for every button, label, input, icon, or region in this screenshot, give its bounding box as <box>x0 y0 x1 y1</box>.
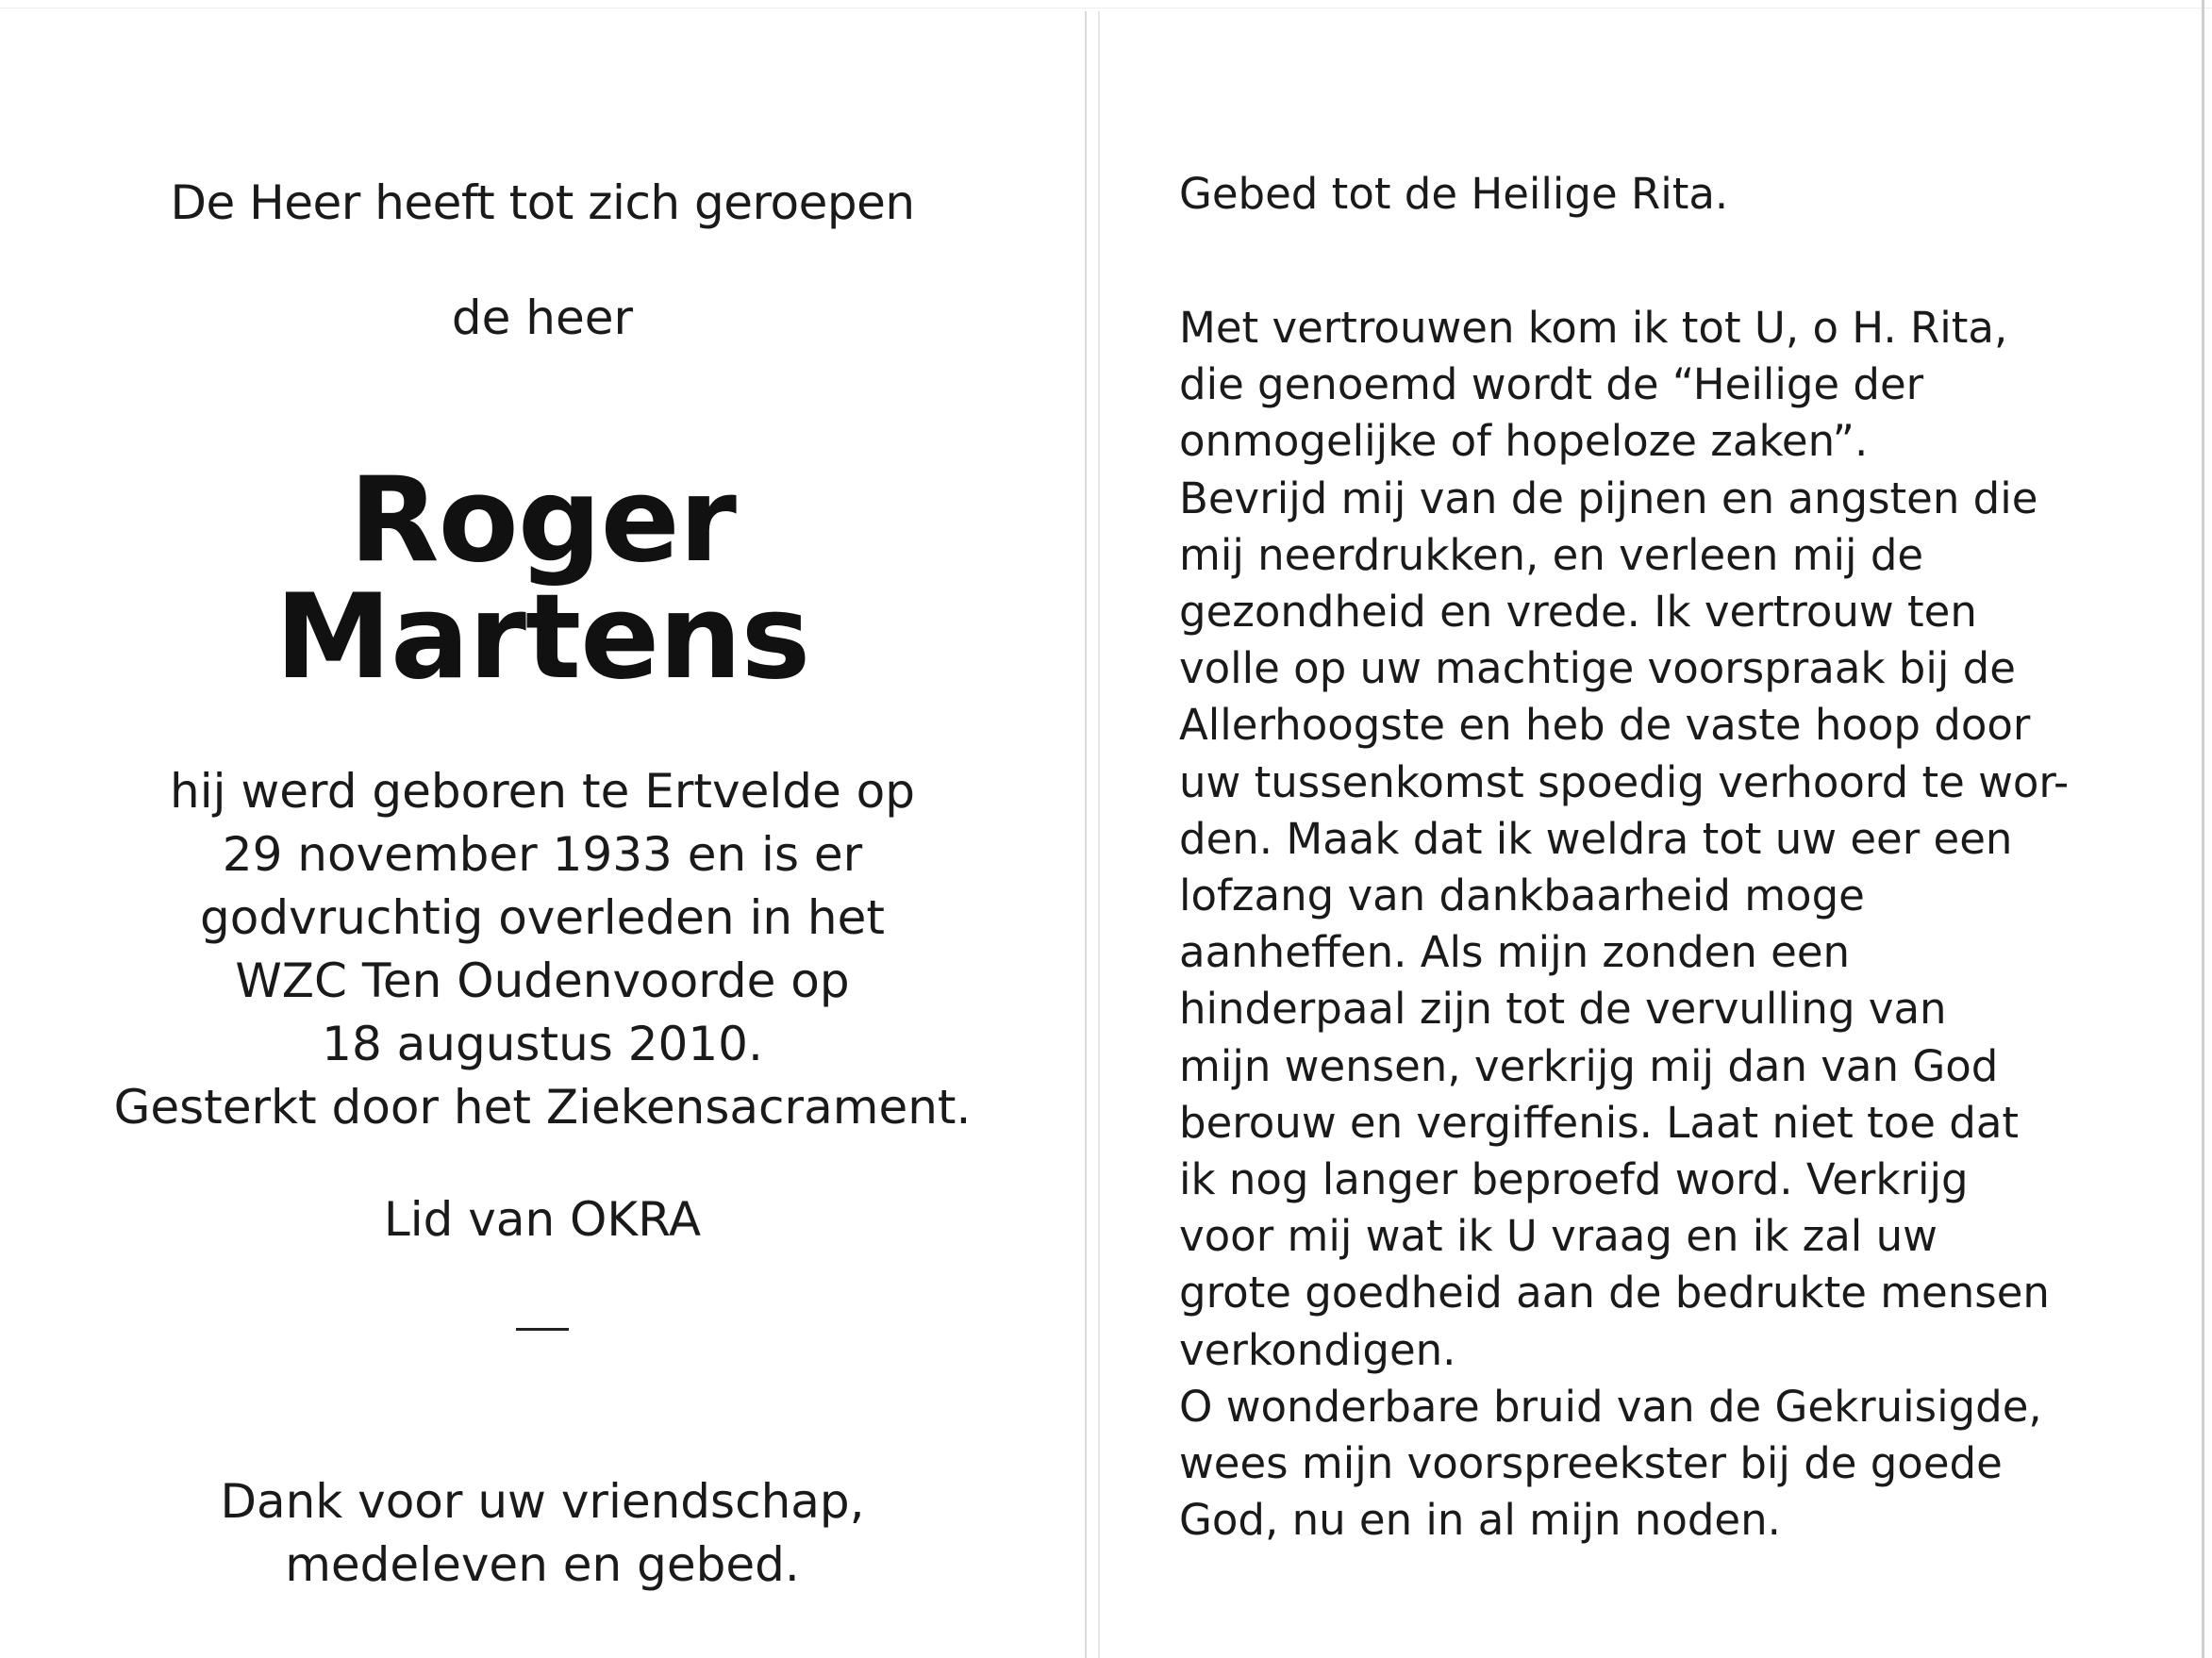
prayer-line: mijn wensen, verkrijg mij dan van God <box>1179 1040 1999 1091</box>
thanks-line: Dank voor uw vriendschap, <box>220 1474 865 1529</box>
fold-line-shadow <box>1098 11 1100 1658</box>
bio-line: hij werd geboren te Ertvelde op <box>170 764 915 819</box>
bio-line: godvruchtig overleden in het <box>200 890 885 945</box>
prayer-title: Gebed tot de Heilige Rita. <box>1179 169 1729 219</box>
prayer-line: lofzang van dankbaarheid moge <box>1179 870 1865 921</box>
bio-line: Gesterkt door het Ziekensacrament. <box>113 1080 972 1135</box>
thanks-block <box>85 1470 1000 1597</box>
card-right-edge <box>2202 0 2204 1658</box>
prayer-line: gezondheid en vrede. Ik vertrouw ten <box>1179 587 1977 638</box>
bio-line: 29 november 1933 en is er <box>222 827 863 882</box>
prayer-line: ik nog langer beproefd word. Verkrijg <box>1179 1154 1969 1205</box>
prayer-line: onmogelijke of hopeloze zaken”. <box>1179 416 1869 467</box>
salutation: de heer <box>451 290 634 345</box>
membership-text: Lid van OKRA <box>383 1192 702 1247</box>
prayer-line: den. Maak dat ik weldra tot uw eer een <box>1179 813 2013 864</box>
prayer-line: grote goedheid aan de bedrukte mensen <box>1179 1268 2050 1318</box>
prayer-line: wees mijn voorspreekster bij de goede <box>1179 1438 2003 1489</box>
prayer-text <box>1179 300 2141 1549</box>
prayer-line: God, nu en in al mijn noden. <box>1179 1495 1781 1546</box>
prayer-line: berouw en vergiffenis. Laat niet toe dat <box>1179 1097 2020 1148</box>
obituary-panel <box>85 175 1000 1597</box>
prayer-line: mij neerdrukken, en verleen mij de <box>1179 529 1924 580</box>
prayer-panel <box>1179 169 2141 1549</box>
prayer-line: hinderpaal zijn tot de vervulling van <box>1179 984 1947 1035</box>
prayer-line: die genoemd wordt de “Heilige der <box>1179 359 1924 410</box>
prayer-line: verkondigen. <box>1179 1324 1456 1375</box>
fold-line <box>1085 11 1087 1658</box>
prayer-line: voor mij wat ik U vraag en ik zal uw <box>1179 1211 1938 1262</box>
deceased-name: Roger Martens <box>274 453 810 705</box>
prayer-line: Met vertrouwen kom ik tot U, o H. Rita, <box>1179 303 2008 353</box>
prayer-line: Allerhoogste en heb de vaste hoop door <box>1179 700 2031 751</box>
intro-text: De Heer heeft tot zich geroepen <box>170 175 915 230</box>
biography <box>85 760 1000 1139</box>
prayer-line: O wonderbare bruid van de Gekruisigde, <box>1179 1381 2042 1432</box>
separator-dash <box>516 1328 569 1331</box>
prayer-line: volle op uw machtige voorspraak bij de <box>1179 643 2016 694</box>
prayer-line: Bevrijd mij van de pijnen en angsten die <box>1179 473 2038 523</box>
bio-line: 18 augustus 2010. <box>322 1017 763 1071</box>
bio-line: WZC Ten Oudenvoorde op <box>235 953 850 1008</box>
prayer-line: uw tussenkomst spoedig verhoord te wor- <box>1179 756 2070 807</box>
prayer-line: aanheffen. Als mijn zonden een <box>1179 927 1851 978</box>
thanks-line: medeleven en gebed. <box>285 1537 800 1592</box>
